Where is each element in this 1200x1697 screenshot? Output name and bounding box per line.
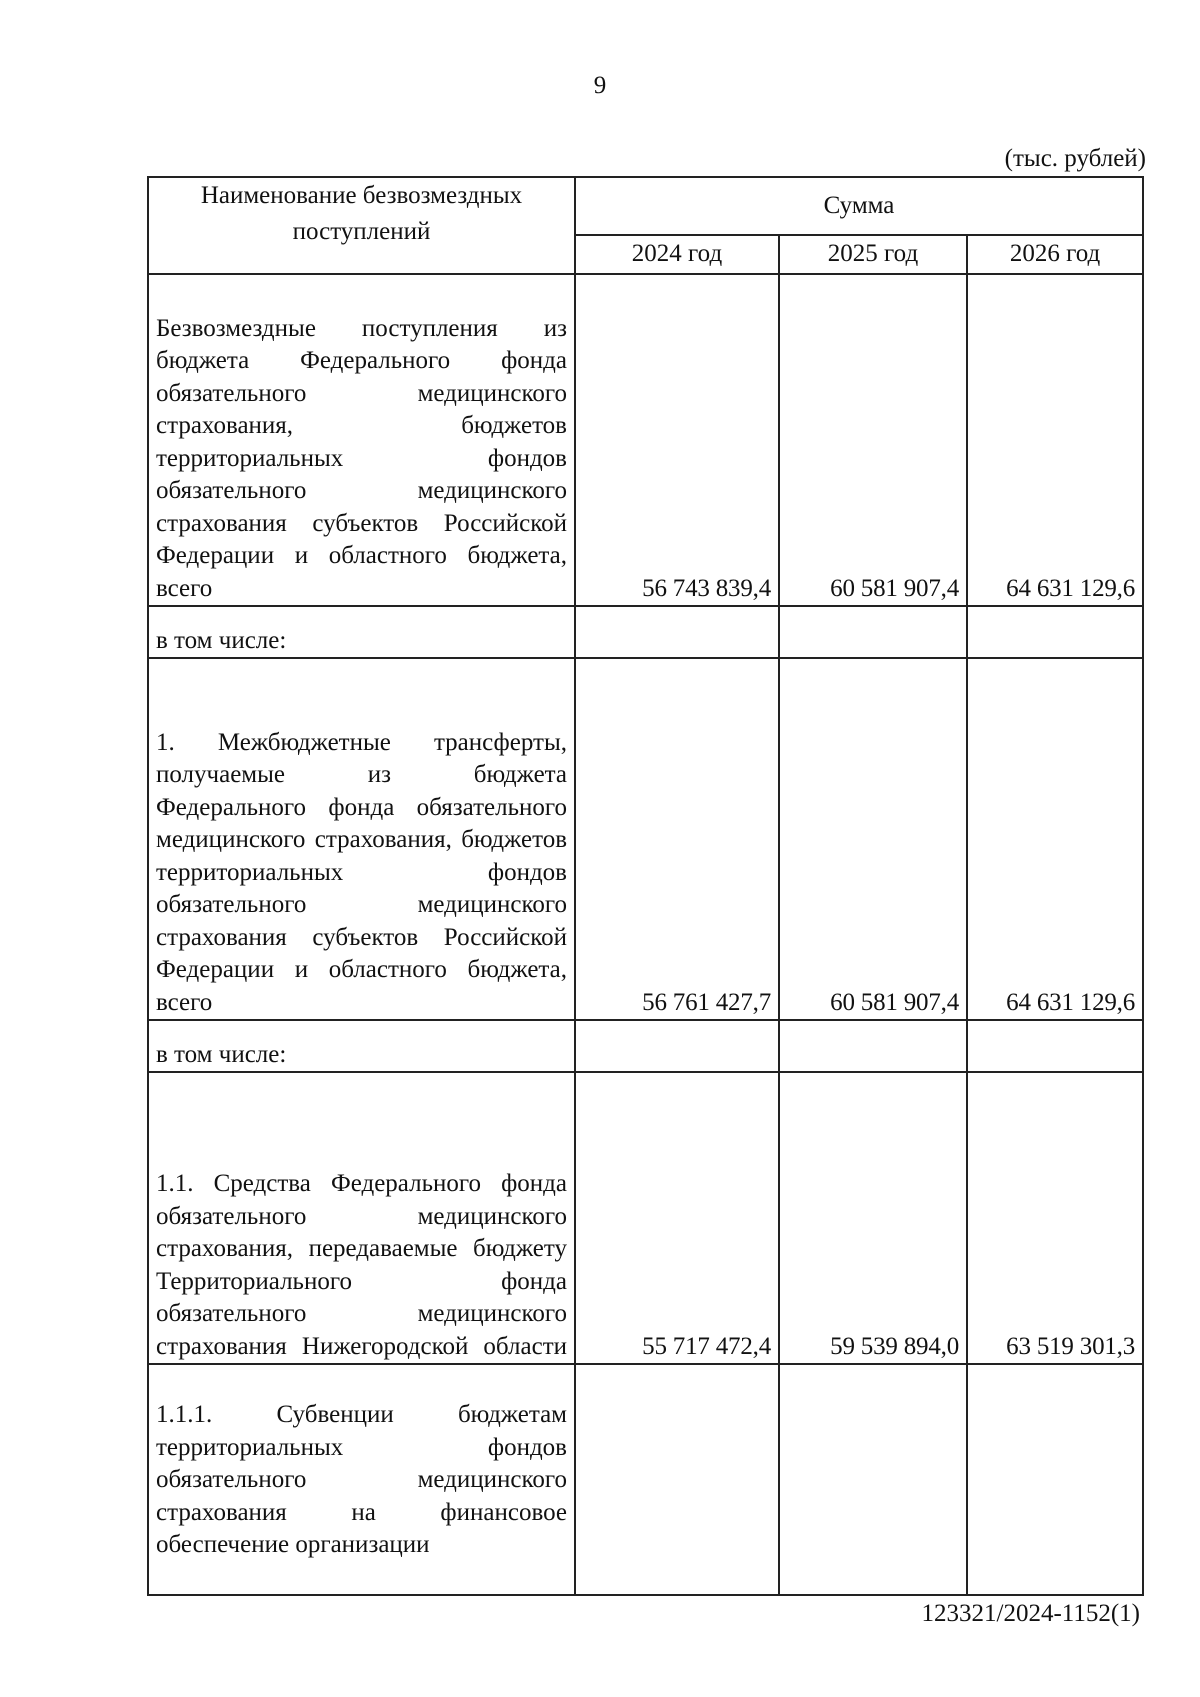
value-2024: 55 717 472,4 — [575, 1072, 779, 1364]
table-row-interbudget-transfers — [148, 658, 1143, 1020]
value-2026: 64 631 129,6 — [967, 658, 1143, 1020]
value-2025 — [779, 606, 967, 658]
value-2024 — [575, 1364, 779, 1595]
column-header-2025: 2025 год — [779, 235, 967, 274]
row-name: Безвозмездные поступления из бюджета Федерального фонда обязательного медицинского страхования, бюджетов территориальных фондов обязательного медицинского страхования субъектов Российской Федерации и областного бюджета, всего — [148, 274, 575, 606]
value-2024 — [575, 1020, 779, 1072]
value-2026 — [967, 1364, 1143, 1595]
row-name: 1.1. Средства Федерального фонда обязательного медицинского страхования, передаваемые бюджету Территориального фонда обязательного медицинского страхования Нижегородской области — [148, 1072, 575, 1364]
value-2024 — [575, 606, 779, 658]
column-header-2024: 2024 год — [575, 235, 779, 274]
row-name: в том числе: — [148, 1020, 575, 1072]
value-2025: 60 581 907,4 — [779, 658, 967, 1020]
document-code: 123321/2024-1152(1) — [921, 1600, 1140, 1627]
row-name: 1.1.1. Субвенции бюджетам территориальных фондов обязательного медицинского страхования на финансовое обеспечение организации — [148, 1364, 575, 1595]
column-header-2026: 2026 год — [967, 235, 1143, 274]
column-header-name: Наименование безвозмездных поступлений — [148, 177, 575, 274]
table-row-total — [148, 274, 1143, 606]
value-2025: 60 581 907,4 — [779, 274, 967, 606]
revenue-table — [147, 176, 1144, 1596]
page-number: 9 — [593, 72, 607, 99]
value-2026 — [967, 606, 1143, 658]
table-row-ffoms-funds — [148, 1072, 1143, 1364]
value-2025: 59 539 894,0 — [779, 1072, 967, 1364]
value-2026: 64 631 129,6 — [967, 274, 1143, 606]
table-row-subventions — [148, 1364, 1143, 1595]
value-2024: 56 761 427,7 — [575, 658, 779, 1020]
row-name: 1. Межбюджетные трансферты, получаемые из бюджета Федерального фонда обязательного медицинского страхования, бюджетов территориальных фондов обязательного медицинского страхования субъектов Российской Федерации и областного бюджета, всего — [148, 658, 575, 1020]
column-header-sum: Сумма — [575, 177, 1143, 235]
value-2025 — [779, 1364, 967, 1595]
value-2026: 63 519 301,3 — [967, 1072, 1143, 1364]
row-name: в том числе: — [148, 606, 575, 658]
value-2026 — [967, 1020, 1143, 1072]
value-2025 — [779, 1020, 967, 1072]
units-label: (тыс. рублей) — [1004, 145, 1146, 172]
value-2024: 56 743 839,4 — [575, 274, 779, 606]
table-row-including — [148, 606, 1143, 658]
table-row-including — [148, 1020, 1143, 1072]
